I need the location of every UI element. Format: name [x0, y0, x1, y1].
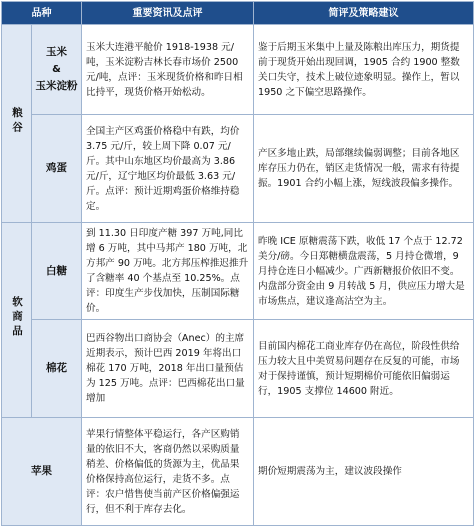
header-news: 重要资讯及点评: [82, 2, 254, 25]
strategy-cell: 产区多地止跌，局部继续偏弱调整；目前各地区库存压力仍在，销区走货情况一般，需求有待提振。1901 合约小幅上涨，短线波段偏多操作。: [254, 115, 474, 223]
table-row: [2, 418, 474, 526]
strategy-cell: 目前国内棉花工商业库存仍在高位，阶段性供给压力较大且中美贸易问题存在反复的可能，市场对于保持谨慎，预计短期棉价可能依旧偏弱运行，1905 支撑位 14600 附近。: [254, 320, 474, 418]
category-label: 玉米: [46, 46, 67, 58]
strategy-cell: 期价短期震荡为主，建议波段操作: [254, 418, 474, 526]
strategy-cell: 鉴于后期玉米集中上量及陈粮出库压力，期货提前于现货开始出现回调，1905 合约 1900 整数关口失守，技术上破位迹象明显。操作上，暂以 1950 之下偏空思路操作。: [254, 25, 474, 115]
category-cell: 苹果: [2, 418, 82, 526]
table-row: [2, 320, 474, 418]
section-grain: [2, 25, 32, 223]
category-cell: 棉花: [32, 320, 82, 418]
table-header-row: [2, 2, 474, 25]
news-cell: 玉米大连港平舱价 1918-1938 元/吨，玉米淀粉吉林长春市场价 2500 元/吨，点评：玉米现货价格和昨日相比持平，现货价格开始松动。: [82, 25, 254, 115]
header-strategy: 简评及策略建议: [254, 2, 474, 25]
table-row: [2, 115, 474, 223]
section-soft-commodities: [2, 223, 32, 418]
table-row: [2, 223, 474, 320]
category-cell: 白糖: [32, 223, 82, 320]
news-cell: 巴西谷物出口商协会（Anec）的主席近期表示，预计巴西 2019 年将出口棉花 170 万吨，2018 年出口量预估为 125 万吨。点评：巴西棉花出口量增加: [82, 320, 254, 418]
strategy-cell: 昨晚 ICE 原糖震荡下跌，收低 17 个点于 12.72 美分/磅。今日郑糖横盘震荡，5 月持仓微增，9 月持仓连日小幅减少。广西新糖报价依旧不变。内盘部分资金由 9 月转战 5 月，供应压力增大是市场焦点，建议逢高沽空为主。: [254, 223, 474, 320]
section-label: 软商品: [11, 295, 23, 340]
news-cell: 苹果行情整体平稳运行，各产区购销量的依旧不大，客商仍然以采购质量稍差、价格偏低的货源为主，优品果价格保持高位运行，走货不多。点评：农户惜售使当前产区价格偏强运行，但不利于库存去化。: [82, 418, 254, 526]
category-cell: 鸡蛋: [32, 115, 82, 223]
category-cell: [32, 25, 82, 115]
news-cell: 到 11.30 日印度产糖 397 万吨,同比增 6 万吨，其中马邦产 180 万吨，北方邦产 90 万吨。北方邦压榨推迟推升了含糖率 40 个基点至 10.25%。点评：印度生产步伐加快，压制国际糖价。: [82, 223, 254, 320]
table-row: [2, 25, 474, 115]
header-variety: 品种: [2, 2, 82, 25]
category-amp: &: [52, 64, 61, 75]
news-cell: 全国主产区鸡蛋价格稳中有跌，均价 3.75 元/斤，较上周下降 0.07 元/斤。其中山东地区均价最高为 3.86 元/斤，辽宁地区均价最低 3.63 元/斤。点评：预计近期鸡蛋价格维持稳定。: [82, 115, 254, 223]
section-label: 粮谷: [11, 106, 23, 136]
category-label-2: 玉米淀粉: [35, 80, 78, 92]
commodity-table: [1, 1, 474, 526]
